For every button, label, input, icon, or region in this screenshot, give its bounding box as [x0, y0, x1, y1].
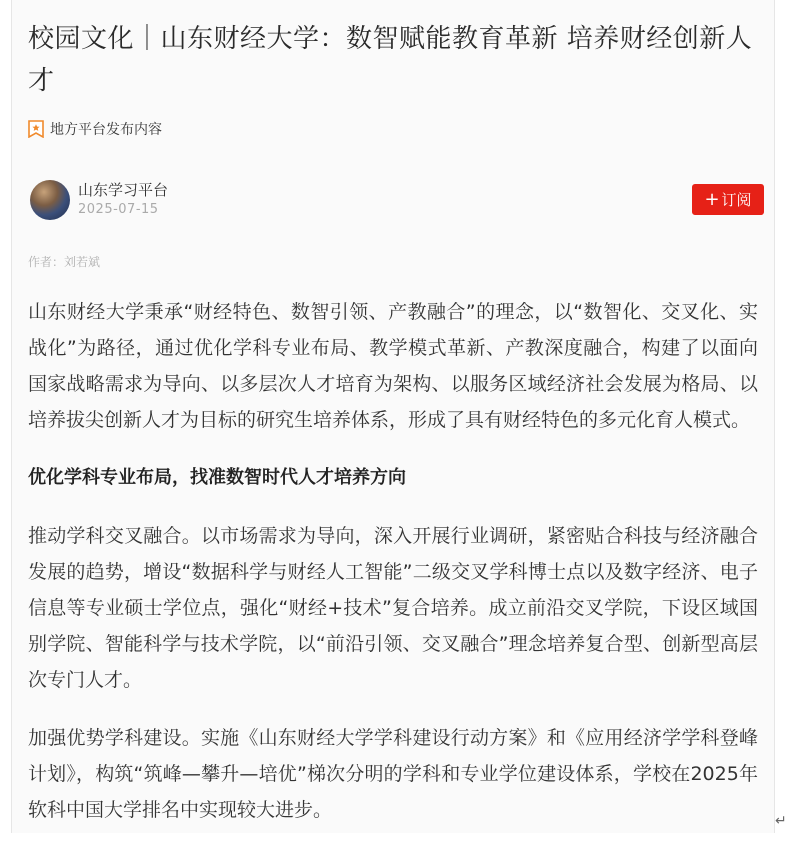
section-heading: 优化学科专业布局，找准数智时代人才培养方向: [28, 467, 406, 488]
source-tag-label: 地方平台发布内容: [50, 122, 162, 138]
subscribe-label: 订阅: [721, 191, 752, 209]
author-row: [28, 178, 758, 222]
author-name[interactable]: 山东学习平台: [78, 181, 169, 199]
plus-icon: +: [704, 188, 720, 210]
paragraph: 加强优势学科建设。实施《山东财经大学学科建设行动方案》和《应用经济学学科登峰计划》，构筑“筑峰—攀升—培优”梯次分明的学科和专业学位建设体系，学校在2025年软科中国大学排名中实现较大进步。: [28, 727, 758, 821]
article-body: [28, 294, 758, 828]
byline: 作者：刘若斌: [28, 255, 101, 269]
bookmark-badge-icon: [28, 120, 44, 138]
paragraph: 山东财经大学秉承“财经特色、数智引领、产教融合”的理念，以“数智化、交叉化、实战化”为路径，通过优化学科专业布局、教学模式革新、产教深度融合，构建了以面向国家战略需求为导向、以多层次人才培育为架构、以服务区域经济社会发展为格局、以培养拔尖创新人才为目标的研究生培养体系，形成了具有财经特色的多元化育人模式。: [28, 301, 758, 431]
return-arrow-icon: ↵: [775, 813, 787, 829]
paragraph: 推动学科交叉融合。以市场需求为导向，深入开展行业调研，紧密贴合科技与经济融合发展的趋势，增设“数据科学与财经人工智能”二级交叉学科博士点以及数字经济、电子信息等专业硕士学位点，强化“财经+技术”复合培养。成立前沿交叉学院，下设区域国别学院、智能科学与技术学院，以“前沿引领、交叉融合”理念培养复合型、创新型高层次专门人才。: [28, 525, 758, 691]
subscribe-button[interactable]: [692, 184, 764, 215]
article-title: 校园文化｜山东财经大学：数智赋能教育革新 培养财经创新人才: [28, 24, 753, 96]
author-meta: [78, 180, 168, 220]
source-tag: [28, 118, 758, 140]
article: [28, 18, 758, 828]
avatar[interactable]: [30, 180, 70, 220]
publish-date: 2025-07-15: [78, 202, 159, 217]
